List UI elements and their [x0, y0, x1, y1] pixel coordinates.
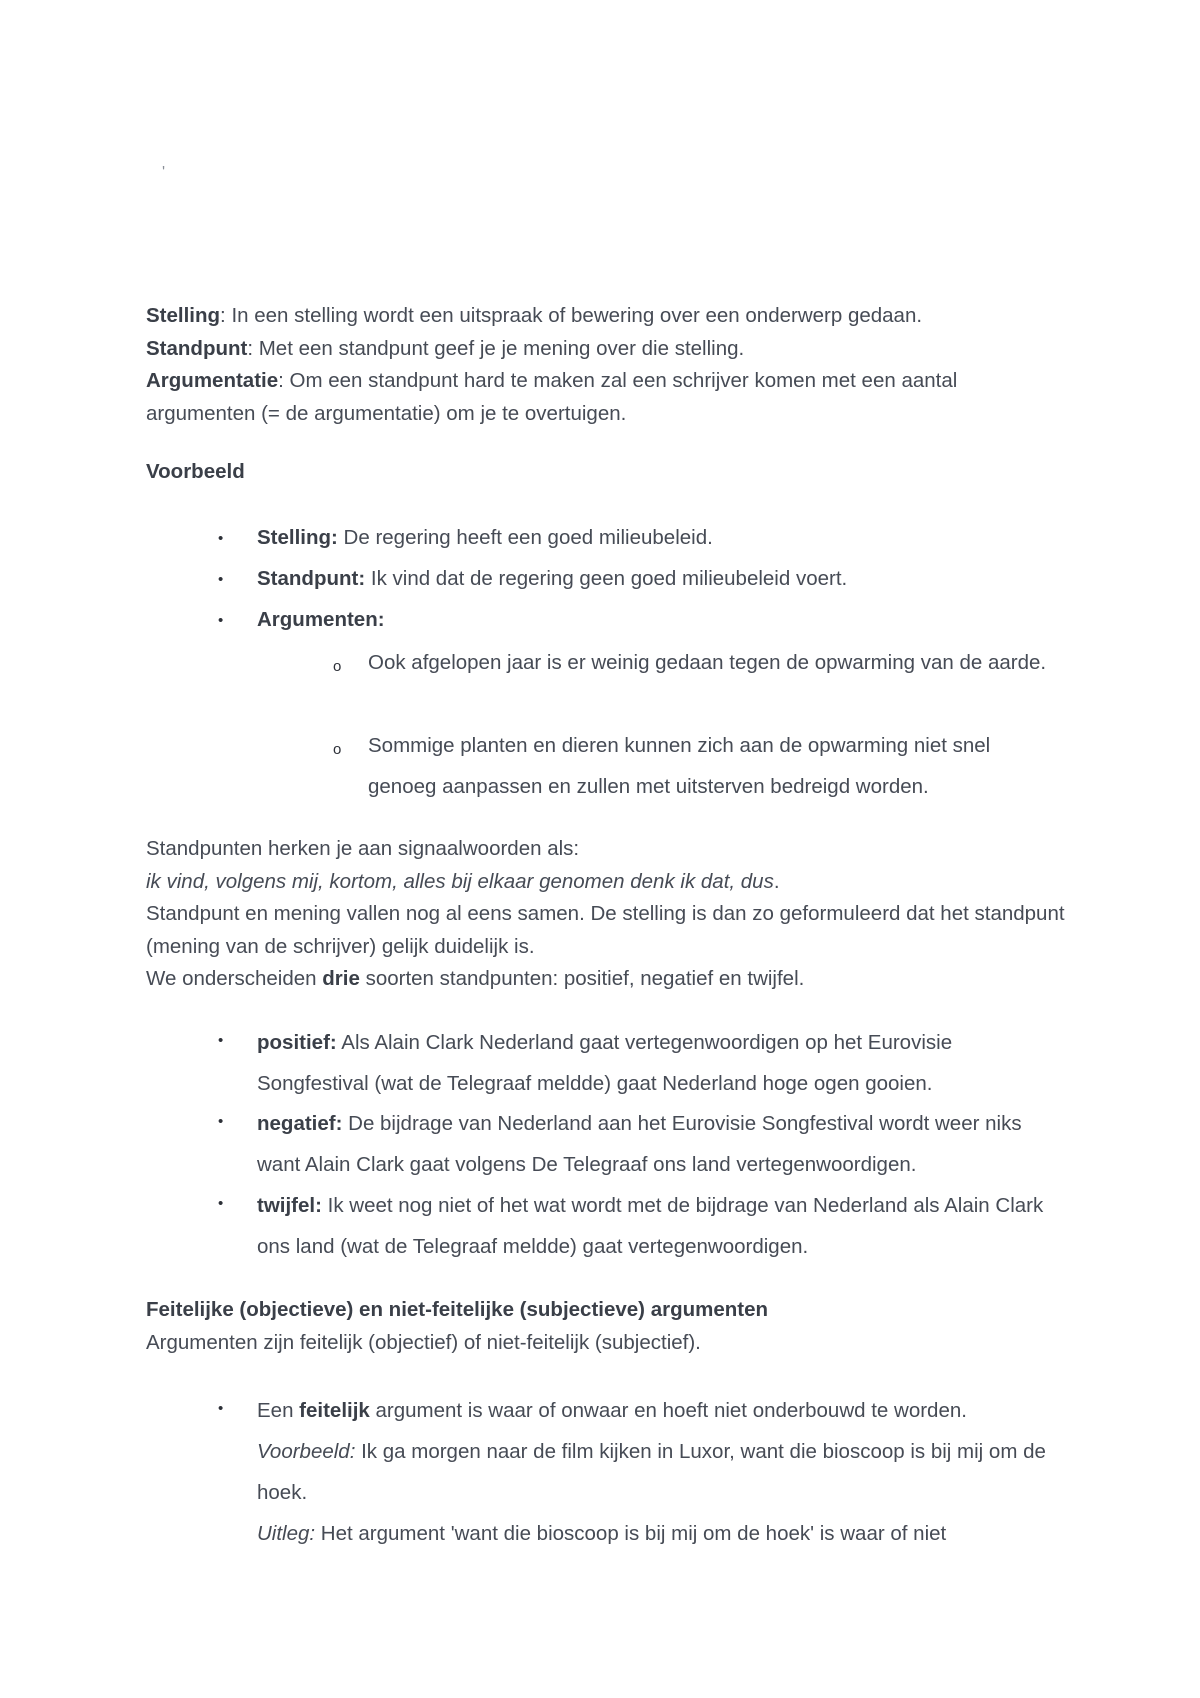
argument-item: Sommige planten en dieren kunnen zich aan de opwarming niet snel genoeg aanpassen en zullen met uitsterven bedreigd worden.	[368, 734, 991, 798]
signaalwoorden-paragraph: Standpunten herken je aan signaalwoorden als: ik vind, volgens mij, kortom, alles bij elkaar genomen denk ik dat, dus. Standpunt en mening vallen nog al eens samen. De stelling is dan zo geformuleerd dat het standpunt (mening van de schrijver) gelijk duidelijk is. We onderscheiden drie soorten standpunten: positief, negatief en twijfel.	[146, 837, 1065, 990]
list-item-standpunt: Standpunt: Ik vind dat de regering geen goed milieubeleid voert.	[257, 567, 848, 590]
page-mark: '	[162, 164, 166, 181]
definition-standpunt: Standpunt: Met een standpunt geef je je mening over die stelling.	[146, 336, 745, 360]
sub-bullet-icon: o	[333, 741, 342, 758]
definition-argumentatie: Argumentatie: Om een standpunt hard te maken zal een schrijver komen met een aantal argumenten (= de argumentatie) om je te overtuigen.	[146, 369, 958, 425]
list-item-twijfel: twijfel: Ik weet nog niet of het wat wordt met de bijdrage van Nederland als Alain Clark ons land (wat de Telegraaf meldde) gaat vertegenwoordigen.	[257, 1194, 1044, 1258]
bullet-icon: •	[218, 612, 224, 629]
definition-stelling: Stelling: In een stelling wordt een uitspraak of bewering over een onderwerp gedaan.	[146, 304, 923, 327]
list-item-feitelijk: Een feitelijk argument is waar of onwaar en hoeft niet onderbouwd te worden. Voorbeeld: Ik ga morgen naar de film kijken in Luxor, want die bioscoop is bij mij om de hoek. Uitleg: Het argument 'want die bioscoop is bij mij om de hoek' is waar of niet	[257, 1399, 1046, 1545]
section-heading: Feitelijke (objectieve) en niet-feitelijke (subjectieve) argumenten	[146, 1298, 769, 1321]
bullet-icon: •	[218, 1032, 224, 1049]
bullet-icon: •	[218, 571, 224, 588]
bullet-icon: •	[218, 1400, 224, 1417]
feitelijk-section: Feitelijke (objectieve) en niet-feitelijke (subjectieve) argumenten Argumenten zijn feitelijk (objectief) of niet-feitelijk (subjectief).	[146, 1294, 1066, 1359]
voorbeeld-heading: Voorbeeld	[146, 460, 245, 483]
list-item-argumenten: Argumenten:	[257, 608, 385, 631]
definitions	[146, 300, 1046, 430]
bullet-icon: •	[218, 1113, 224, 1130]
list-item-negatief: negatief: De bijdrage van Nederland aan het Eurovisie Songfestival wordt weer niks want Alain Clark gaat volgens De Telegraaf ons land vertegenwoordigen.	[257, 1112, 1022, 1176]
sub-bullet-icon: o	[333, 658, 342, 675]
list-item-positief: positief: Als Alain Clark Nederland gaat vertegenwoordigen op het Eurovisie Songfestival (wat de Telegraaf meldde) gaat Nederland hoge ogen gooien.	[257, 1031, 953, 1095]
bullet-icon: •	[218, 1195, 224, 1212]
list-item-stelling: Stelling: De regering heeft een goed milieubeleid.	[257, 526, 713, 549]
bullet-icon: •	[218, 530, 224, 547]
argument-item: Ook afgelopen jaar is er weinig gedaan tegen de opwarming van de aarde.	[368, 651, 1047, 674]
